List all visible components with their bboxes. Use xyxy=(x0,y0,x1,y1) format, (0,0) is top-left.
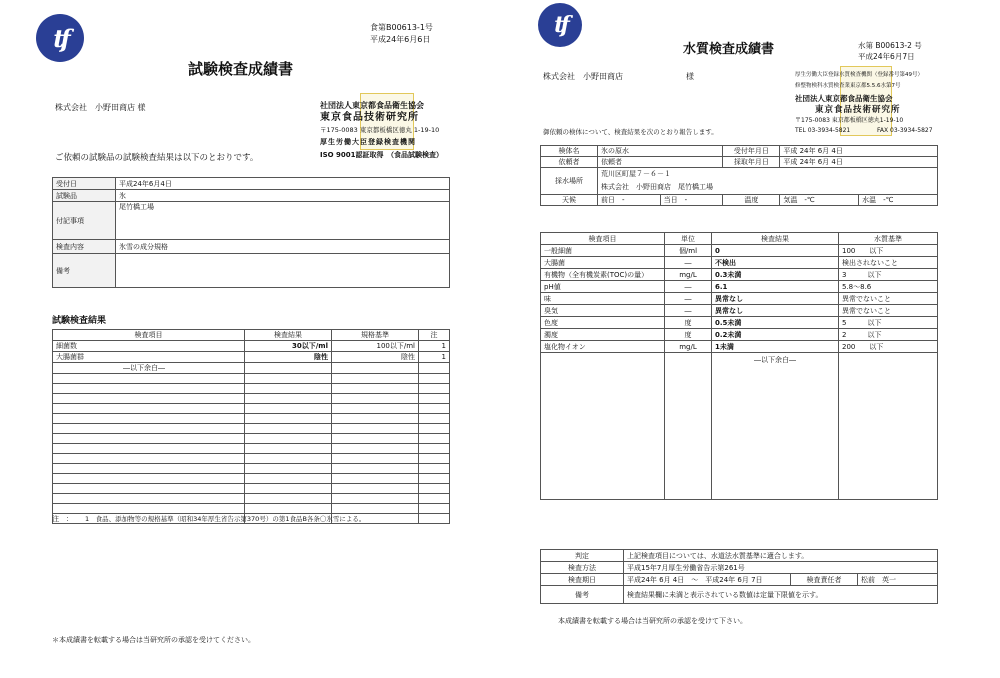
issuer-registration: 厚生労働大臣登録水質検査機関（登録番号第49号） xyxy=(795,72,924,78)
cell-standard: 100 以下 xyxy=(839,245,938,257)
doc-title: 水質検査成績書 xyxy=(683,42,775,57)
table-row xyxy=(541,305,938,317)
cell-result: 異常なし xyxy=(712,305,839,317)
water-temp-value: -℃ xyxy=(883,196,894,204)
method-value: 平成15年7月厚生労働省告示第261号 xyxy=(624,562,938,574)
period-label: 検査期日 xyxy=(541,574,624,586)
cell-standard: 2 以下 xyxy=(839,329,938,341)
intro-text: 御依頼の検体について、検査結果を次のとおり報告します。 xyxy=(543,128,718,136)
cell-result: 1未満 xyxy=(712,341,839,353)
table-row xyxy=(53,341,450,352)
blank-row xyxy=(53,484,450,494)
weather-prev xyxy=(598,195,661,206)
cell-result: 陰性 xyxy=(245,352,332,363)
info-value: 尾竹橋工場 xyxy=(116,202,450,240)
blank-row xyxy=(53,424,450,434)
place-label: 採水場所 xyxy=(541,168,598,195)
blank-row xyxy=(53,494,450,504)
weather-label: 天候 xyxy=(541,195,598,206)
reprint-note: 本成績書を転載する場合は当研究所の承認を受けて下さい。 xyxy=(558,617,747,625)
weather-prev-label: 前日 xyxy=(601,196,615,204)
cell-unit: ― xyxy=(665,257,712,269)
blank-row xyxy=(53,464,450,474)
water-temp xyxy=(859,195,938,206)
doc-number: 水第 B00613-2 号 xyxy=(858,41,922,50)
cell-item: 一般細菌 xyxy=(541,245,665,257)
table-row xyxy=(53,352,450,363)
cell-unit: 度 xyxy=(665,317,712,329)
weather-today xyxy=(660,195,723,206)
col-header-result: 検査結果 xyxy=(712,233,839,245)
issuer-iso: ISO 9001認証取得 （食品試験検査） xyxy=(320,151,444,159)
sample-label: 検体名 xyxy=(541,146,598,157)
table-row xyxy=(541,257,938,269)
results-title: 試験検査結果 xyxy=(52,316,107,326)
requester-label: 依頼者 xyxy=(541,157,598,168)
issuer-institute: 東京食品技術研究所 xyxy=(320,112,419,123)
cell-result: 6.1 xyxy=(712,281,839,293)
sampled-value: 平成 24年 6月 4日 xyxy=(780,157,938,168)
info-label: 検査内容 xyxy=(53,240,116,254)
info-label: 受付日 xyxy=(53,178,116,190)
cell-item: 味 xyxy=(541,293,665,305)
air-temp xyxy=(780,195,859,206)
judgment-table xyxy=(540,549,938,604)
cell-standard xyxy=(332,363,419,374)
cell-result xyxy=(245,363,332,374)
issuer-fax: FAX 03-3934-5827 xyxy=(877,127,933,134)
temp-label: 温度 xyxy=(723,195,780,206)
doc-title: 試験検査成績書 xyxy=(188,60,294,78)
sampled-label: 採取年月日 xyxy=(723,157,780,168)
info-value: 氷雪の成分規格 xyxy=(116,240,450,254)
remarks-value: 検査結果欄に未満と表示されている数値は定量下限値を示す。 xyxy=(624,586,938,604)
cell-standard: 100以下/ml xyxy=(332,341,419,352)
cell-item: pH値 xyxy=(541,281,665,293)
cell-standard: 5 以下 xyxy=(839,317,938,329)
col-header-result: 検査結果 xyxy=(245,330,332,341)
cell-unit: 度 xyxy=(665,329,712,341)
col-header-note: 注 xyxy=(419,330,450,341)
institute-logo: tf xyxy=(36,14,84,62)
cell-unit: mg/L xyxy=(665,269,712,281)
client-name: 株式会社 小野田商店 様 xyxy=(55,103,146,112)
doc-number: 食第B00613-1号 xyxy=(370,23,433,32)
cell-standard: 3 以下 xyxy=(839,269,938,281)
water-temp-label: 水温 xyxy=(862,196,877,204)
cell-item: 臭気 xyxy=(541,305,665,317)
issuer-association: 社団法人東京都食品衛生協会 xyxy=(320,101,424,110)
info-value: 平成24年6月4日 xyxy=(116,178,450,190)
air-temp-label: 気温 xyxy=(783,196,798,204)
cell-standard: 検出されないこと xyxy=(839,257,938,269)
intro-text: ご依頼の試験品の試験検査結果は以下のとおりです。 xyxy=(55,153,259,163)
blank-row xyxy=(53,414,450,424)
air-temp-value: -℃ xyxy=(804,196,815,204)
cell-standard: 陰性 xyxy=(332,352,419,363)
cell-unit: ― xyxy=(665,281,712,293)
cell-item: 大腸菌群 xyxy=(53,352,245,363)
blank-row xyxy=(53,474,450,484)
cell-result: 0 xyxy=(712,245,839,257)
client-name: 株式会社 小野田商店 xyxy=(543,72,623,81)
blank-row xyxy=(53,454,450,464)
issuer-address: 〒175-0083 東京都板橋区徳丸 1-19-10 xyxy=(320,126,440,134)
col-header-unit: 単位 xyxy=(665,233,712,245)
info-table xyxy=(52,177,450,288)
table-row xyxy=(53,363,450,374)
client-honorific: 様 xyxy=(686,72,694,81)
place-factory: 株式会社 小野田商店 尾竹橋工場 xyxy=(601,183,713,191)
footnote-label: 注 ： xyxy=(52,515,73,523)
judgment-value: 上記検査項目については、水道法水質基準に適合します。 xyxy=(624,550,938,562)
remarks-label: 備考 xyxy=(541,586,624,604)
table-row xyxy=(541,341,938,353)
cell-note: 1 xyxy=(419,341,450,352)
requester-value: 依頼者 xyxy=(598,157,723,168)
table-row xyxy=(541,293,938,305)
table-row xyxy=(541,269,938,281)
weather-prev-value: - xyxy=(622,196,625,204)
blank-row xyxy=(53,404,450,414)
info-label: 付記事項 xyxy=(53,202,116,240)
cell-note xyxy=(419,363,450,374)
cell-unit: ― xyxy=(665,293,712,305)
cell-note: 1 xyxy=(419,352,450,363)
cell-standard: 200 以下 xyxy=(839,341,938,353)
cell-result: 異常なし xyxy=(712,293,839,305)
received-label: 受付年月日 xyxy=(723,146,780,157)
issuer-registration-2: 修整物検科水質検査業東京都5.5.6水第7号 xyxy=(795,83,901,89)
col-header-standard: 水質基準 xyxy=(839,233,938,245)
issuer-registration: 厚生労働大臣登録検査機関 xyxy=(320,138,416,146)
info-label: 試験品 xyxy=(53,190,116,202)
inspector-label: 検査責任者 xyxy=(791,574,858,586)
cell-result: 0.2未満 xyxy=(712,329,839,341)
blank-row xyxy=(53,504,450,514)
issuer-institute: 東京食品技術研究所 xyxy=(815,105,901,115)
cell-standard: 5.8～8.6 xyxy=(839,281,938,293)
cell-item: 塩化物イオン xyxy=(541,341,665,353)
blank-row xyxy=(53,394,450,404)
info-value xyxy=(116,254,450,288)
cell-item: 細菌数 xyxy=(53,341,245,352)
place-address: 荒川区町屋７－６－１ xyxy=(601,170,671,178)
sample-table xyxy=(540,145,938,206)
info-label: 備考 xyxy=(53,254,116,288)
table-row xyxy=(541,281,938,293)
cell-result: 0.3未満 xyxy=(712,269,839,281)
blank-row xyxy=(53,384,450,394)
blank-row xyxy=(53,444,450,454)
cell-item: 大腸菌 xyxy=(541,257,665,269)
doc-date: 平成24年6月7日 xyxy=(858,52,915,61)
method-label: 検査方法 xyxy=(541,562,624,574)
weather-today-label: 当日 xyxy=(663,196,678,204)
cell-item: 有機物（全有機炭素(TOC)の量） xyxy=(541,269,665,281)
issuer-address: 〒175-0083 東京都板橋区徳丸1-19-10 xyxy=(795,117,904,124)
results-table xyxy=(52,329,450,524)
table-row xyxy=(541,329,938,341)
col-header-standard: 規格基準 xyxy=(332,330,419,341)
inspector-value: 松前 英一 xyxy=(858,574,938,586)
cell-item: 色度 xyxy=(541,317,665,329)
reprint-note: ＊本成績書を転載する場合は当研究所の承認を受けてください。 xyxy=(52,636,255,644)
table-row xyxy=(541,317,938,329)
received-value: 平成 24年 6月 4日 xyxy=(780,146,938,157)
table-row xyxy=(541,245,938,257)
blank-row xyxy=(53,374,450,384)
institute-logo: tf xyxy=(538,3,582,47)
cell-standard: 異常でないこと xyxy=(839,305,938,317)
water-results-table xyxy=(540,232,938,500)
info-value: 氷 xyxy=(116,190,450,202)
cell-item: 濁度 xyxy=(541,329,665,341)
cell-unit: ― xyxy=(665,305,712,317)
cell-result: 0.5未満 xyxy=(712,317,839,329)
issuer-tel: TEL 03-3934-5821 xyxy=(795,127,851,134)
period-value: 平成24年 6月 4日 ～ 平成24年 6月 7日 xyxy=(624,574,791,586)
blank-row xyxy=(53,434,450,444)
judgment-label: 判定 xyxy=(541,550,624,562)
sample-value: 氷の原水 xyxy=(598,146,723,157)
cell-standard: 異常でないこと xyxy=(839,293,938,305)
doc-date: 平成24年6月6日 xyxy=(370,35,431,44)
cell-result: 不検出 xyxy=(712,257,839,269)
col-header-item: 検査項目 xyxy=(541,233,665,245)
blank-note: ―以下余白― xyxy=(712,353,839,500)
issuer-association: 社団法人東京都食品衛生協会 xyxy=(795,94,893,103)
col-header-item: 検査項目 xyxy=(53,330,245,341)
footnote-text: 1 食品、添加物等の規格基準（昭和34年厚生省告示第370号）の第1食品B各条〇氷雪による。 xyxy=(85,515,366,523)
cell-unit: mg/L xyxy=(665,341,712,353)
cell-result: 30以下/ml xyxy=(245,341,332,352)
weather-today-value: - xyxy=(684,196,688,204)
cell-item: ―以下余白― xyxy=(53,363,245,374)
cell-unit: 個/ml xyxy=(665,245,712,257)
